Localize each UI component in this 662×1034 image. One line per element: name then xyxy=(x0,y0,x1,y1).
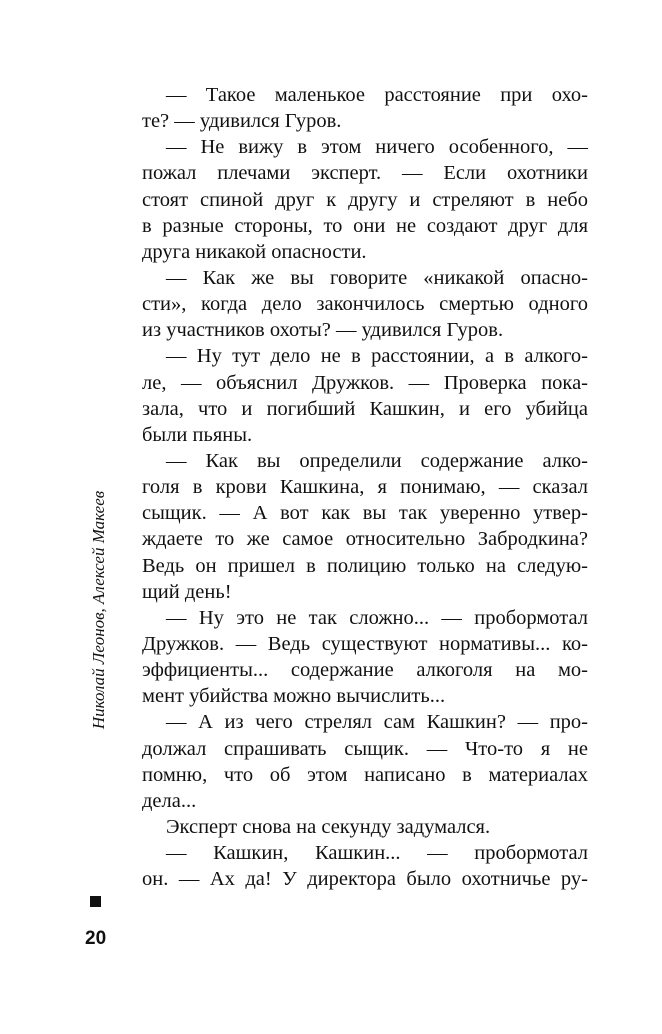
text-line: ле, — объяснил Дружков. — Проверка пока- xyxy=(142,371,588,394)
text-line: зала, что и погибший Кашкин, и его убийца xyxy=(142,397,588,420)
text-line: ждаете то же самое относительно Забродкина? xyxy=(142,528,588,551)
text-line: голя в крови Кашкина, я понимаю, — сказал xyxy=(142,476,588,499)
text-line: — Не вижу в этом ничего особенного, — xyxy=(166,136,588,159)
text-line: он. — Ах да! У директора было охотничье ру- xyxy=(142,868,588,891)
text-line: были пьяны. xyxy=(142,423,253,446)
running-head-square-marker xyxy=(90,896,101,907)
text-line: пожал плечами эксперт. — Если охотники xyxy=(142,162,588,185)
text-line: — Ну тут дело не в расстоянии, а в алкого- xyxy=(166,345,588,368)
text-line: — Как же вы говорите «никакой опасно- xyxy=(166,266,588,289)
text-line: Дружков. — Ведь существуют нормативы... ко- xyxy=(142,632,588,655)
paragraph xyxy=(142,840,588,892)
text-line: — Как вы определили содержание алко- xyxy=(166,449,588,472)
paragraph xyxy=(142,709,588,814)
paragraph xyxy=(142,134,588,265)
text-line: — А из чего стрелял сам Кашкин? — про- xyxy=(166,711,588,734)
paragraph xyxy=(142,814,588,840)
text-line: — Такое маленькое расстояние при охо- xyxy=(166,84,588,106)
text-line: стоят спиной друг к другу и стреляют в небо xyxy=(142,188,588,211)
text-line: мент убийства можно вычислить... xyxy=(142,685,446,708)
running-head-author: Николай Леонов, Алексей Макеев xyxy=(89,490,108,730)
paragraph xyxy=(142,343,588,448)
paragraph xyxy=(142,448,588,605)
page-number: 20 xyxy=(85,928,107,949)
text-line: — Кашкин, Кашкин... — пробормотал xyxy=(166,842,588,865)
text-line: друга никакой опасности. xyxy=(142,240,367,263)
text-line: дела... xyxy=(142,789,197,812)
text-line: Эксперт снова на секунду задумался. xyxy=(166,815,491,838)
text-line: должал спрашивать сыщик. — Что-то я не xyxy=(142,737,588,760)
paragraph xyxy=(142,605,588,710)
text-line: Ведь он пришел в полицию только на следую- xyxy=(142,554,588,577)
paragraph xyxy=(142,82,588,134)
text-line: сти», когда дело закончилось смертью одного xyxy=(142,293,588,316)
text-line: щий день! xyxy=(142,580,232,603)
page-body xyxy=(142,82,588,892)
text-line: помню, что об этом написано в материалах xyxy=(142,763,588,786)
text-line: — Ну это не так сложно... — пробормотал xyxy=(166,606,588,629)
text-line: сыщик. — А вот как вы так уверенно утвер- xyxy=(142,502,588,525)
text-line: те? — удивился Гуров. xyxy=(142,110,342,133)
text-line: в разные стороны, то они не создают друг для xyxy=(142,214,588,237)
paragraph xyxy=(142,265,588,343)
text-line: из участников охоты? — удивился Гуров. xyxy=(142,319,504,342)
text-line: эффициенты... содержание алкоголя на мо- xyxy=(142,659,588,682)
